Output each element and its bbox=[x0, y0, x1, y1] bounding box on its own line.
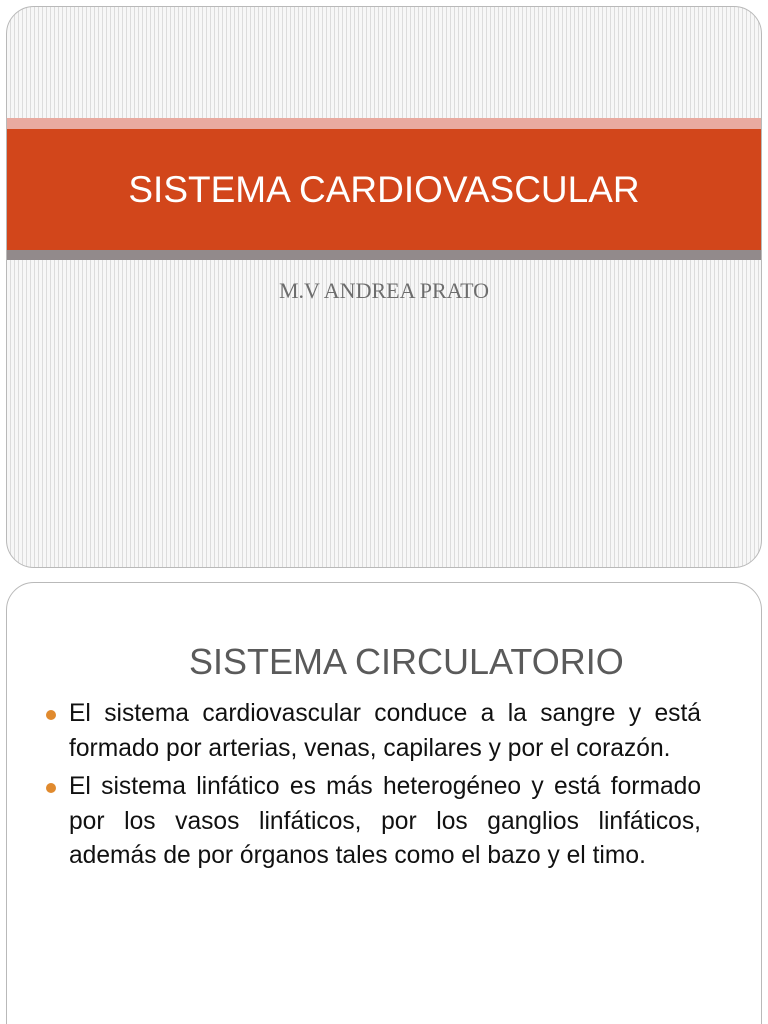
bullet-text: El sistema linfático es más heterogéneo y está formado por los vasos linfáticos, por los ganglios linfáticos, además de por órganos tales como el bazo y el timo. bbox=[69, 773, 701, 869]
list-item bbox=[43, 770, 701, 874]
bullet-list bbox=[43, 697, 701, 878]
slide-subtitle: M.V ANDREA PRATO bbox=[278, 278, 490, 303]
title-slide bbox=[6, 6, 762, 568]
content-slide bbox=[6, 582, 762, 1024]
list-item bbox=[43, 697, 701, 766]
title-top-accent-band bbox=[7, 118, 761, 129]
title-bottom-accent-band bbox=[7, 250, 761, 260]
bullet-text: El sistema cardiovascular conduce a la sangre y está formado por arterias, venas, capilares y por el corazón. bbox=[69, 700, 701, 762]
slide-heading: SISTEMA CIRCULATORIO bbox=[189, 641, 624, 682]
bullet-icon bbox=[46, 710, 56, 720]
bullet-icon bbox=[46, 783, 56, 793]
slide-title: SISTEMA CARDIOVASCULAR bbox=[128, 169, 640, 210]
